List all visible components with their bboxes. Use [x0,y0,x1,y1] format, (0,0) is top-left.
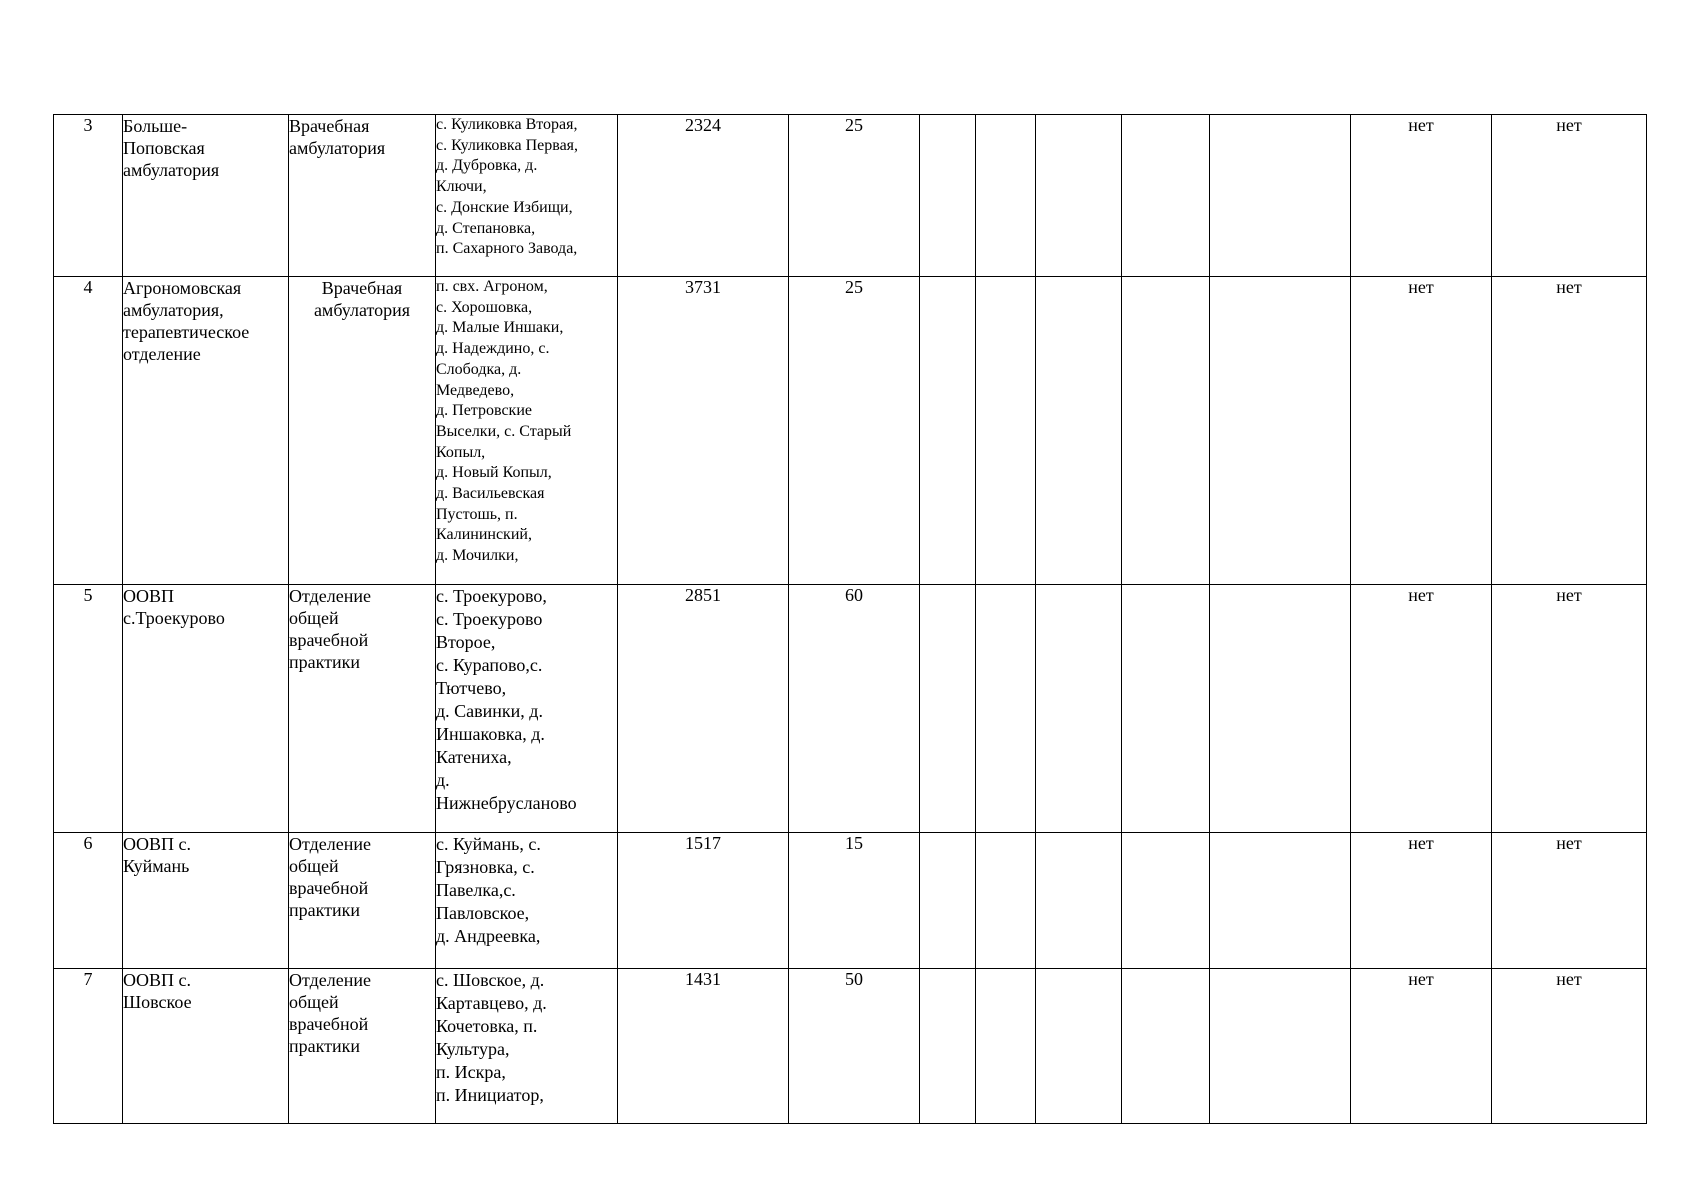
facility-name-line: Поповская [123,138,205,158]
flag-cell-b-text: нет [1556,969,1582,989]
beds-cell [789,277,920,585]
population-cell [618,833,789,969]
facility-name-line: с.Троекурово [123,608,225,628]
flag-cell-b-text: нет [1556,585,1582,605]
empty-cell [920,969,976,1124]
settlement-line: с. Шовское, д. [436,970,545,990]
settlement-line: д. Васильевская [436,485,545,503]
settlement-line: Копыл, [436,443,486,461]
population-cell [618,585,789,833]
settlement-line: с. Куликовка Вторая, [436,116,578,133]
facility-name-cell [123,585,289,833]
settlement-line: Картавцево, д. [436,993,547,1013]
population-cell-text: 1517 [685,833,721,853]
beds-cell-text: 25 [845,115,863,135]
empty-cell [920,277,976,585]
empty-cell [976,833,1036,969]
settlement-line: с. Куймань, с. [436,834,541,854]
row-number-cell [54,833,123,969]
facility-type-line: практики [289,900,361,920]
flag-cell-b [1492,969,1647,1124]
facility-type-line: врачебной [289,1014,369,1034]
table-body [54,115,1647,1124]
settlement-line: Калининский, [436,526,532,544]
settlement-line: с. Хорошовка, [436,298,533,316]
facility-name-line: Больше- [123,116,188,136]
facility-name-line: амбулатория [123,160,220,180]
empty-cell [1122,277,1210,585]
facility-name-line: Куймань [123,856,190,876]
settlement-line: Пустошь, п. [436,505,518,523]
beds-cell [789,969,920,1124]
settlements-cell [436,115,618,277]
settlement-line: Ключи, [436,178,487,196]
settlement-line: Павелка,с. [436,880,516,900]
table-row [54,969,1647,1124]
settlements-cell [436,585,618,833]
settlement-line: д. Новый Копыл, [436,464,552,482]
facility-type-line: общей [289,608,339,628]
settlement-line: п. свх. Агроном, [436,278,548,295]
settlement-line: с. Троекурово [436,609,543,629]
flag-cell-b-text: нет [1556,115,1582,135]
settlement-line: д. Надеждино, с. [436,340,550,358]
facility-type-cell [289,585,436,833]
row-number-cell-text: 6 [83,833,93,853]
beds-cell-text: 25 [845,277,863,297]
settlements-cell [436,969,618,1124]
row-number-cell [54,277,123,585]
flag-cell-b [1492,833,1647,969]
empty-cell [920,833,976,969]
empty-cell [976,277,1036,585]
flag-cell-b [1492,115,1647,277]
empty-cell [1210,969,1351,1124]
settlements-cell [436,833,618,969]
settlement-line: д. Савинки, д. [436,701,543,721]
facility-name-line: ООВП с. [123,834,191,854]
settlement-line: Слободка, д. [436,360,522,378]
table-row [54,833,1647,969]
settlement-line: п. Сахарного Завода, [436,240,578,258]
flag-cell-a-text: нет [1408,833,1434,853]
beds-cell-text: 50 [845,969,863,989]
flag-cell-a [1351,277,1492,585]
table-row [54,585,1647,833]
flag-cell-a [1351,115,1492,277]
flag-cell-b-text: нет [1556,277,1582,297]
facility-name-cell [123,115,289,277]
table-row [54,277,1647,585]
flag-cell-b [1492,585,1647,833]
facility-type-line: Отделение [289,586,372,606]
settlement-line: Выселки, с. Старый [436,422,572,440]
settlement-line: п. Искра, [436,1062,506,1082]
facility-name-line: отделение [123,344,201,364]
population-cell [618,969,789,1124]
empty-cell [1036,969,1122,1124]
facility-type-line: врачебной [289,630,369,650]
facility-name-line: терапевтическое [123,322,250,342]
facility-type-line: Врачебная [289,116,370,136]
facility-name-line: ООВП с. [123,970,191,990]
empty-cell [976,969,1036,1124]
settlement-line: д. Мочилки, [436,547,519,565]
empty-cell [1036,585,1122,833]
settlement-line: с. Куликовка Первая, [436,136,579,154]
facility-name-line: ООВП [123,586,175,606]
flag-cell-a [1351,833,1492,969]
row-number-cell-text: 7 [83,969,93,989]
empty-cell [1122,833,1210,969]
settlement-line: д. Степановка, [436,219,536,237]
settlement-line: с. Курапово,с. [436,655,543,675]
facility-type-line: практики [289,652,361,672]
empty-cell [1122,585,1210,833]
beds-cell-text: 15 [845,833,863,853]
facility-type-line: врачебной [289,878,369,898]
empty-cell [1210,585,1351,833]
facility-type-line: практики [289,1036,361,1056]
settlement-line: Кочетовка, п. [436,1016,538,1036]
population-cell-text: 2851 [685,585,721,605]
flag-cell-a [1351,585,1492,833]
facility-type-cell [289,115,436,277]
flag-cell-a [1351,969,1492,1124]
settlement-line: д. Андреевка, [436,926,541,946]
facility-name-cell [123,277,289,585]
empty-cell [976,585,1036,833]
empty-cell [1036,833,1122,969]
flag-cell-a-text: нет [1408,115,1434,135]
facility-name-line: амбулатория, [123,300,224,320]
population-cell-text: 2324 [685,115,721,135]
beds-cell [789,585,920,833]
empty-cell [920,585,976,833]
flag-cell-a-text: нет [1408,277,1434,297]
settlements-cell [436,277,618,585]
facility-type-line: амбулатория [313,300,411,320]
empty-cell [1036,277,1122,585]
settlement-line: д. Дубровка, д. [436,157,538,175]
settlement-line: Иншаковка, д. [436,724,545,744]
settlement-line: д. Малые Иншаки, [436,319,564,337]
facility-type-line: Врачебная [321,278,403,298]
empty-cell [1210,115,1351,277]
beds-cell-text: 60 [845,585,863,605]
settlement-line: д. Петровские [436,402,532,420]
empty-cell [1210,833,1351,969]
facility-type-cell [289,277,436,585]
beds-cell [789,833,920,969]
population-cell-text: 1431 [685,969,721,989]
empty-cell [976,115,1036,277]
row-number-cell [54,115,123,277]
settlement-line: Павловское, [436,903,530,923]
empty-cell [1210,277,1351,585]
facility-name-line: Шовское [123,992,192,1012]
settlement-line: Катениха, [436,747,512,767]
facility-type-line: амбулатория [289,138,386,158]
population-cell [618,277,789,585]
settlement-line: Тютчево, [436,678,507,698]
empty-cell [1036,115,1122,277]
table-row [54,115,1647,277]
flag-cell-a-text: нет [1408,969,1434,989]
empty-cell [1122,115,1210,277]
row-number-cell [54,585,123,833]
settlement-line: д. [436,770,450,790]
settlement-line: с. Донские Избищи, [436,198,573,216]
settlement-line: Культура, [436,1039,510,1059]
facilities-table [53,114,1647,1124]
flag-cell-b-text: нет [1556,833,1582,853]
settlement-line: Медведево, [436,381,515,399]
empty-cell [1122,969,1210,1124]
settlement-line: Грязновка, с. [436,857,535,877]
settlement-line: Нижнебрусланово [436,793,577,813]
facility-type-line: Отделение [289,970,372,990]
row-number-cell-text: 5 [83,585,93,605]
empty-cell [920,115,976,277]
row-number-cell-text: 3 [83,115,93,135]
facility-type-line: Отделение [289,834,372,854]
population-cell-text: 3731 [685,277,721,297]
row-number-cell-text: 4 [83,277,93,297]
facility-type-cell [289,833,436,969]
facility-type-cell [289,969,436,1124]
facility-name-line: Агрономовская [123,278,242,298]
flag-cell-a-text: нет [1408,585,1434,605]
population-cell [618,115,789,277]
settlement-line: п. Инициатор, [436,1085,544,1105]
flag-cell-b [1492,277,1647,585]
facility-name-cell [123,969,289,1124]
facility-type-line: общей [289,856,339,876]
settlement-line: Второе, [436,632,496,652]
settlement-line: с. Троекурово, [436,586,547,606]
facility-type-line: общей [289,992,339,1012]
row-number-cell [54,969,123,1124]
beds-cell [789,115,920,277]
facility-name-cell [123,833,289,969]
